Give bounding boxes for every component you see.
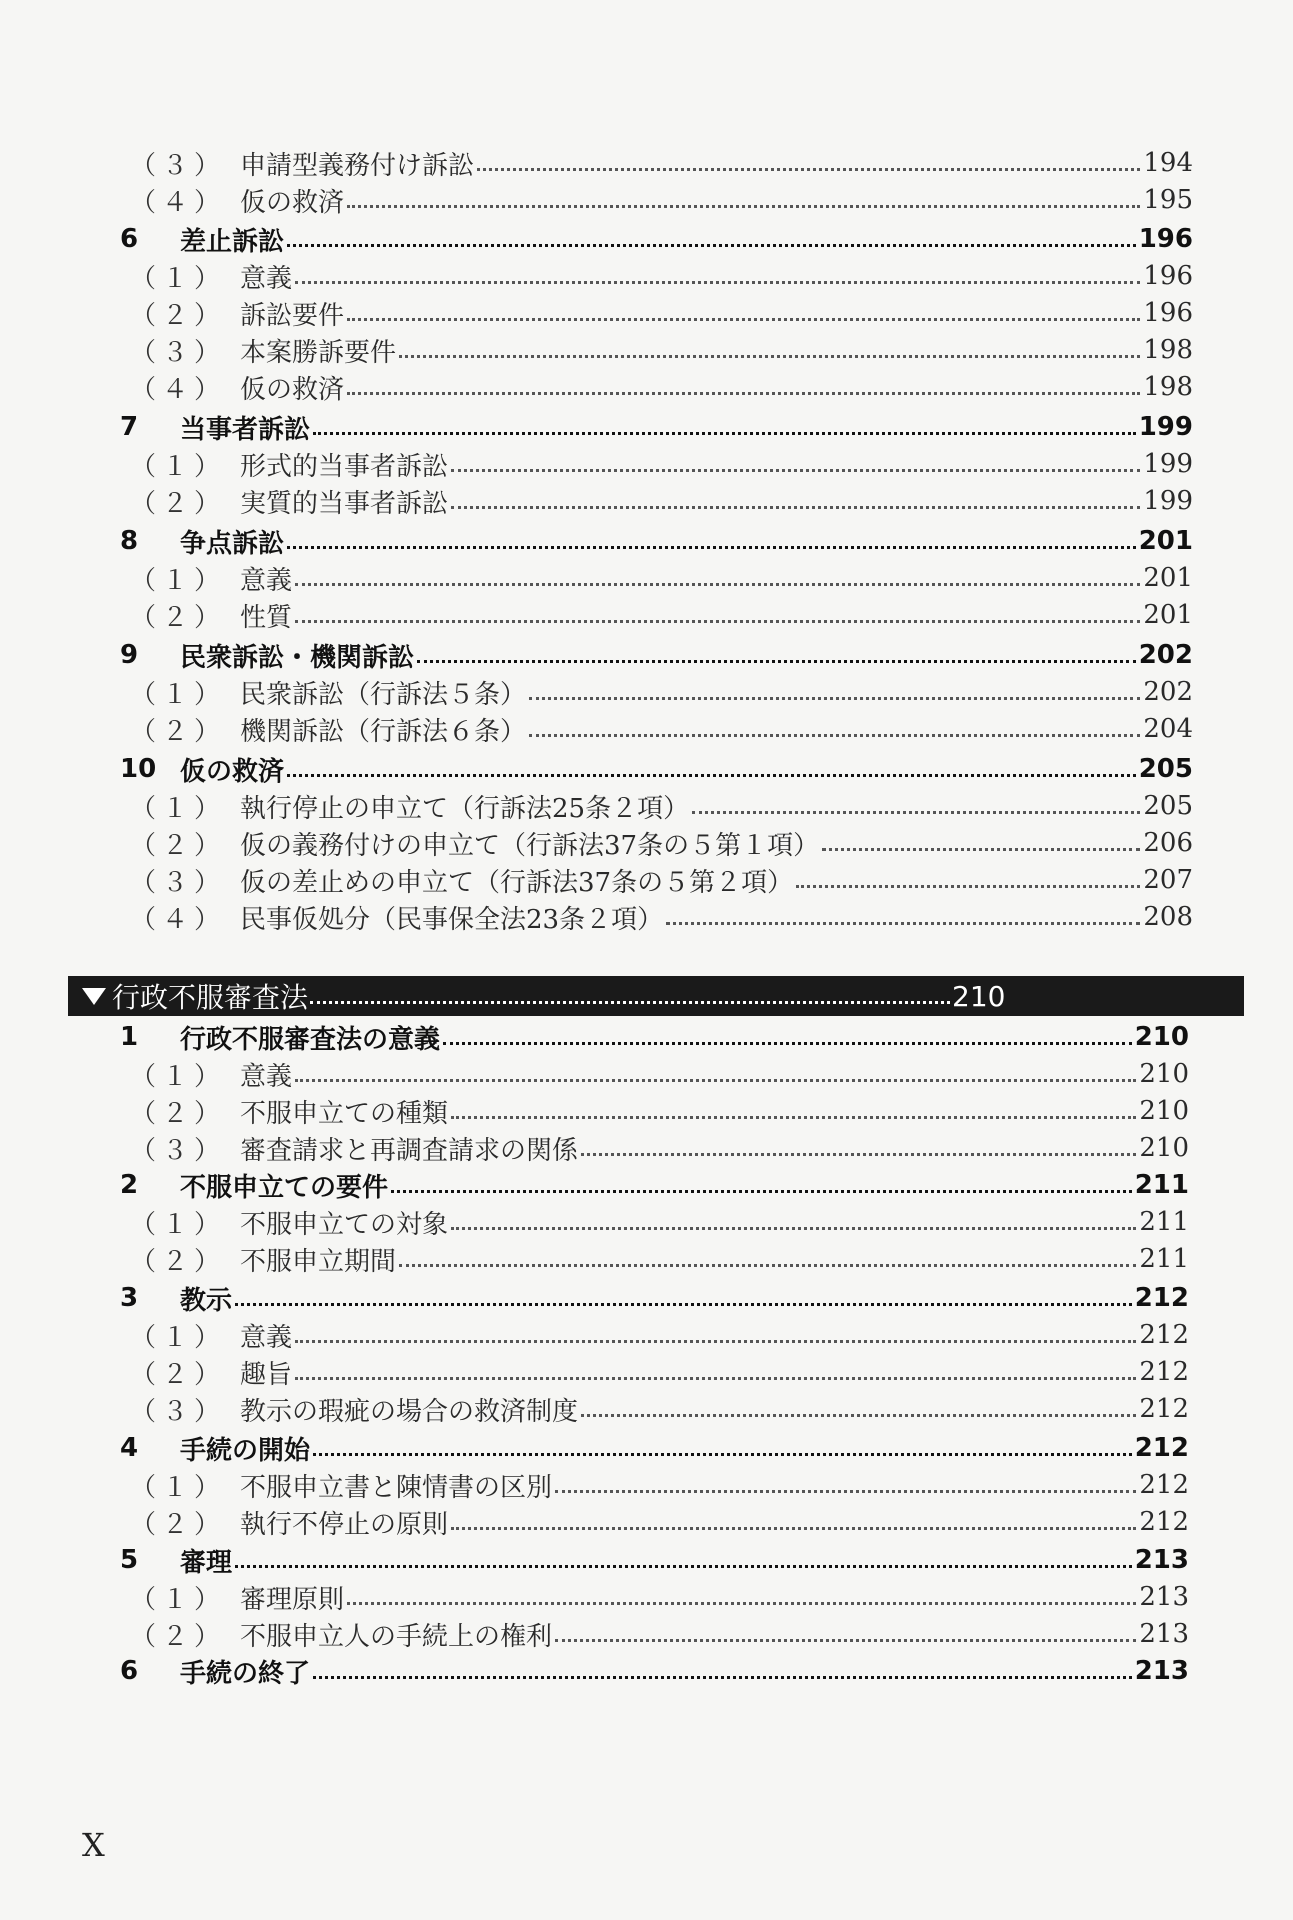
page-folio: X — [82, 1826, 105, 1864]
leader-dots — [235, 1564, 1132, 1568]
triangle-down-icon — [82, 988, 106, 1005]
section-title: 当事者訴訟 — [180, 414, 311, 445]
entry-title: 仮の義務付けの申立て（行訴法37条の５第１項） — [240, 830, 820, 861]
toc-entry[interactable] — [0, 789, 1293, 823]
toc-entry[interactable] — [0, 1318, 1293, 1352]
section-page: 213 — [1134, 1656, 1189, 1686]
entry-title: 訴訟要件 — [240, 300, 345, 331]
toc-section[interactable] — [0, 1168, 1293, 1202]
leader-dots — [581, 1413, 1136, 1417]
entry-number: （１） — [130, 451, 227, 482]
section-number: 6 — [120, 1656, 139, 1686]
toc-section[interactable] — [0, 752, 1293, 786]
leader-dots — [347, 317, 1140, 321]
toc-entry[interactable] — [0, 146, 1293, 180]
toc-entry[interactable] — [0, 675, 1293, 709]
leader-dots — [529, 733, 1140, 737]
toc-entry[interactable] — [0, 296, 1293, 330]
section-page: 213 — [1134, 1545, 1189, 1575]
leader-dots — [235, 1302, 1132, 1306]
toc-entry[interactable] — [0, 1505, 1293, 1539]
entry-number: （１） — [130, 1584, 227, 1615]
toc-entry[interactable] — [0, 1468, 1293, 1502]
entry-number: （２） — [130, 716, 227, 747]
entry-title: 意義 — [240, 1322, 293, 1353]
leader-dots — [295, 1078, 1136, 1082]
toc-entry[interactable] — [0, 1057, 1293, 1091]
entry-page: 198 — [1143, 372, 1193, 402]
entry-number: （１） — [130, 679, 227, 710]
chapter-heading-bar[interactable] — [68, 976, 1244, 1016]
toc-entry[interactable] — [0, 1131, 1293, 1165]
section-page: 201 — [1138, 526, 1193, 556]
entry-number: （１） — [130, 1472, 227, 1503]
section-page: 199 — [1138, 412, 1193, 442]
entry-number: （２） — [130, 300, 227, 331]
entry-number: （４） — [130, 904, 227, 935]
section-page: 202 — [1138, 640, 1193, 670]
leader-dots — [529, 696, 1140, 700]
section-title: 差止訴訟 — [180, 226, 285, 257]
toc-entry[interactable] — [0, 183, 1293, 217]
toc-entry[interactable] — [0, 900, 1293, 934]
entry-title: 仮の救済 — [240, 187, 345, 218]
entry-page: 213 — [1139, 1619, 1189, 1649]
entry-title: 仮の救済 — [240, 374, 345, 405]
entry-title: 意義 — [240, 1061, 293, 1092]
toc-section[interactable] — [0, 1281, 1293, 1315]
entry-page: 201 — [1143, 563, 1193, 593]
entry-page: 202 — [1143, 677, 1193, 707]
entry-title: 実質的当事者訴訟 — [240, 488, 449, 519]
section-title: 手続の開始 — [180, 1435, 311, 1466]
entry-number: （４） — [130, 187, 227, 218]
entry-title: 審査請求と再調査請求の関係 — [240, 1135, 579, 1166]
entry-page: 194 — [1143, 148, 1193, 178]
entry-title: 不服申立ての種類 — [240, 1098, 449, 1129]
section-title: 争点訴訟 — [180, 528, 285, 559]
entry-page: 205 — [1143, 791, 1193, 821]
leader-dots — [443, 1041, 1132, 1045]
toc-entry[interactable] — [0, 561, 1293, 595]
entry-number: （３） — [130, 1135, 227, 1166]
toc-entry[interactable] — [0, 826, 1293, 860]
leader-dots — [310, 1000, 950, 1004]
section-page: 210 — [1134, 1022, 1189, 1052]
entry-number: （１） — [130, 793, 227, 824]
entry-title: 執行不停止の原則 — [240, 1509, 449, 1540]
leader-dots — [347, 204, 1140, 208]
entry-number: （３） — [130, 337, 227, 368]
toc-entry[interactable] — [0, 333, 1293, 367]
section-number: 3 — [120, 1283, 139, 1313]
entry-page: 213 — [1139, 1582, 1189, 1612]
entry-page: 206 — [1143, 828, 1193, 858]
leader-dots — [451, 1226, 1136, 1230]
entry-page: 211 — [1139, 1207, 1189, 1237]
entry-title: 意義 — [240, 263, 293, 294]
entry-title: 機関訴訟（行訴法６条） — [240, 716, 527, 747]
section-number: 10 — [120, 754, 157, 784]
section-title: 教示 — [180, 1285, 233, 1316]
leader-dots — [822, 847, 1140, 851]
entry-page: 208 — [1143, 902, 1193, 932]
toc-entry[interactable] — [0, 1242, 1293, 1276]
leader-dots — [287, 243, 1136, 247]
section-title: 仮の救済 — [180, 756, 285, 787]
section-page: 212 — [1134, 1433, 1189, 1463]
entry-number: （２） — [130, 1246, 227, 1277]
entry-number: （４） — [130, 374, 227, 405]
leader-dots — [347, 391, 1140, 395]
entry-page: 199 — [1143, 486, 1193, 516]
toc-entry[interactable] — [0, 1580, 1293, 1614]
entry-title: 形式的当事者訴訟 — [240, 451, 449, 482]
section-title: 民衆訴訟・機関訴訟 — [180, 642, 415, 673]
entry-page: 201 — [1143, 600, 1193, 630]
entry-title: 意義 — [240, 565, 293, 596]
section-number: 8 — [120, 526, 139, 556]
entry-title: 申請型義務付け訴訟 — [240, 150, 475, 181]
entry-page: 212 — [1139, 1357, 1189, 1387]
entry-number: （１） — [130, 565, 227, 596]
leader-dots — [451, 468, 1140, 472]
leader-dots — [581, 1152, 1136, 1156]
section-number: 9 — [120, 640, 139, 670]
section-number: 6 — [120, 224, 139, 254]
leader-dots — [451, 505, 1140, 509]
toc-section[interactable] — [0, 1543, 1293, 1577]
toc-entry[interactable] — [0, 259, 1293, 293]
entry-page: 212 — [1139, 1470, 1189, 1500]
entry-number: （２） — [130, 1359, 227, 1390]
entry-number: （２） — [130, 1621, 227, 1652]
leader-dots — [451, 1115, 1136, 1119]
leader-dots — [391, 1189, 1132, 1193]
leader-dots — [666, 921, 1140, 925]
section-title: 行政不服審査法の意義 — [180, 1024, 441, 1055]
leader-dots — [295, 582, 1140, 586]
toc-entry[interactable] — [0, 370, 1293, 404]
entry-number: （２） — [130, 488, 227, 519]
toc-entry[interactable] — [0, 1205, 1293, 1239]
section-number: 7 — [120, 412, 139, 442]
section-title: 審理 — [180, 1547, 233, 1578]
entry-number: （１） — [130, 1209, 227, 1240]
chapter-page: 210 — [952, 979, 1006, 1013]
entry-page: 212 — [1139, 1394, 1189, 1424]
toc-entry[interactable] — [0, 1392, 1293, 1426]
entry-page: 204 — [1143, 714, 1193, 744]
leader-dots — [295, 1376, 1136, 1380]
section-number: 5 — [120, 1545, 139, 1575]
toc-entry[interactable] — [0, 598, 1293, 632]
leader-dots — [417, 659, 1136, 663]
leader-dots — [347, 1601, 1136, 1605]
section-number: 1 — [120, 1022, 139, 1052]
entry-page: 212 — [1139, 1507, 1189, 1537]
entry-page: 210 — [1139, 1133, 1189, 1163]
entry-number: （２） — [130, 1509, 227, 1540]
section-title: 手続の終了 — [180, 1658, 311, 1689]
toc-section[interactable] — [0, 1020, 1293, 1054]
entry-title: 仮の差止めの申立て（行訴法37条の５第２項） — [240, 867, 794, 898]
leader-dots — [313, 1452, 1132, 1456]
entry-page: 207 — [1143, 865, 1193, 895]
section-page: 212 — [1134, 1283, 1189, 1313]
leader-dots — [287, 545, 1136, 549]
entry-number: （２） — [130, 1098, 227, 1129]
entry-title: 本案勝訴要件 — [240, 337, 397, 368]
toc-entry[interactable] — [0, 1355, 1293, 1389]
toc-section[interactable] — [0, 524, 1293, 558]
entry-number: （３） — [130, 867, 227, 898]
leader-dots — [555, 1489, 1136, 1493]
entry-number: （２） — [130, 830, 227, 861]
toc-entry[interactable] — [0, 447, 1293, 481]
toc-entry[interactable] — [0, 1094, 1293, 1128]
entry-page: 198 — [1143, 335, 1193, 365]
entry-title: 民衆訴訟（行訴法５条） — [240, 679, 527, 710]
toc-section[interactable] — [0, 1654, 1293, 1688]
toc-section[interactable] — [0, 1431, 1293, 1465]
section-number: 2 — [120, 1170, 139, 1200]
section-page: 196 — [1138, 224, 1193, 254]
toc-section[interactable] — [0, 410, 1293, 444]
entry-title: 不服申立ての対象 — [240, 1209, 449, 1240]
section-number: 4 — [120, 1433, 139, 1463]
entry-page: 211 — [1139, 1244, 1189, 1274]
entry-page: 196 — [1143, 298, 1193, 328]
leader-dots — [555, 1638, 1136, 1642]
chapter-title: 行政不服審査法 — [112, 981, 309, 1014]
leader-dots — [287, 773, 1136, 777]
entry-page: 212 — [1139, 1320, 1189, 1350]
section-title: 不服申立ての要件 — [180, 1172, 389, 1203]
entry-title: 民事仮処分（民事保全法23条２項） — [240, 904, 664, 935]
entry-page: 210 — [1139, 1059, 1189, 1089]
section-page: 211 — [1134, 1170, 1189, 1200]
leader-dots — [295, 280, 1140, 284]
toc-entry[interactable] — [0, 712, 1293, 746]
leader-dots — [399, 354, 1140, 358]
entry-title: 執行停止の申立て（行訴法25条２項） — [240, 793, 690, 824]
entry-title: 不服申立書と陳情書の区別 — [240, 1472, 553, 1503]
leader-dots — [313, 431, 1136, 435]
entry-title: 不服申立期間 — [240, 1246, 397, 1277]
entry-page: 195 — [1143, 185, 1193, 215]
entry-page: 196 — [1143, 261, 1193, 291]
toc-entry[interactable] — [0, 484, 1293, 518]
entry-number: （１） — [130, 263, 227, 294]
leader-dots — [295, 1339, 1136, 1343]
entry-title: 審理原則 — [240, 1584, 345, 1615]
leader-dots — [692, 810, 1140, 814]
entry-number: （２） — [130, 602, 227, 633]
entry-page: 210 — [1139, 1096, 1189, 1126]
leader-dots — [477, 167, 1140, 171]
entry-title: 不服申立人の手続上の権利 — [240, 1621, 553, 1652]
toc-entry[interactable] — [0, 1617, 1293, 1651]
leader-dots — [451, 1526, 1136, 1530]
entry-number: （３） — [130, 150, 227, 181]
leader-dots — [399, 1263, 1136, 1267]
entry-title: 教示の瑕疵の場合の救済制度 — [240, 1396, 579, 1427]
entry-number: （１） — [130, 1322, 227, 1353]
entry-title: 趣旨 — [240, 1359, 293, 1390]
section-page: 205 — [1138, 754, 1193, 784]
leader-dots — [796, 884, 1140, 888]
entry-number: （１） — [130, 1061, 227, 1092]
toc-entry[interactable] — [0, 863, 1293, 897]
entry-title: 性質 — [240, 602, 293, 633]
entry-page: 199 — [1143, 449, 1193, 479]
toc-section[interactable] — [0, 222, 1293, 256]
entry-number: （３） — [130, 1396, 227, 1427]
leader-dots — [313, 1675, 1132, 1679]
toc-section[interactable] — [0, 638, 1293, 672]
leader-dots — [295, 619, 1140, 623]
